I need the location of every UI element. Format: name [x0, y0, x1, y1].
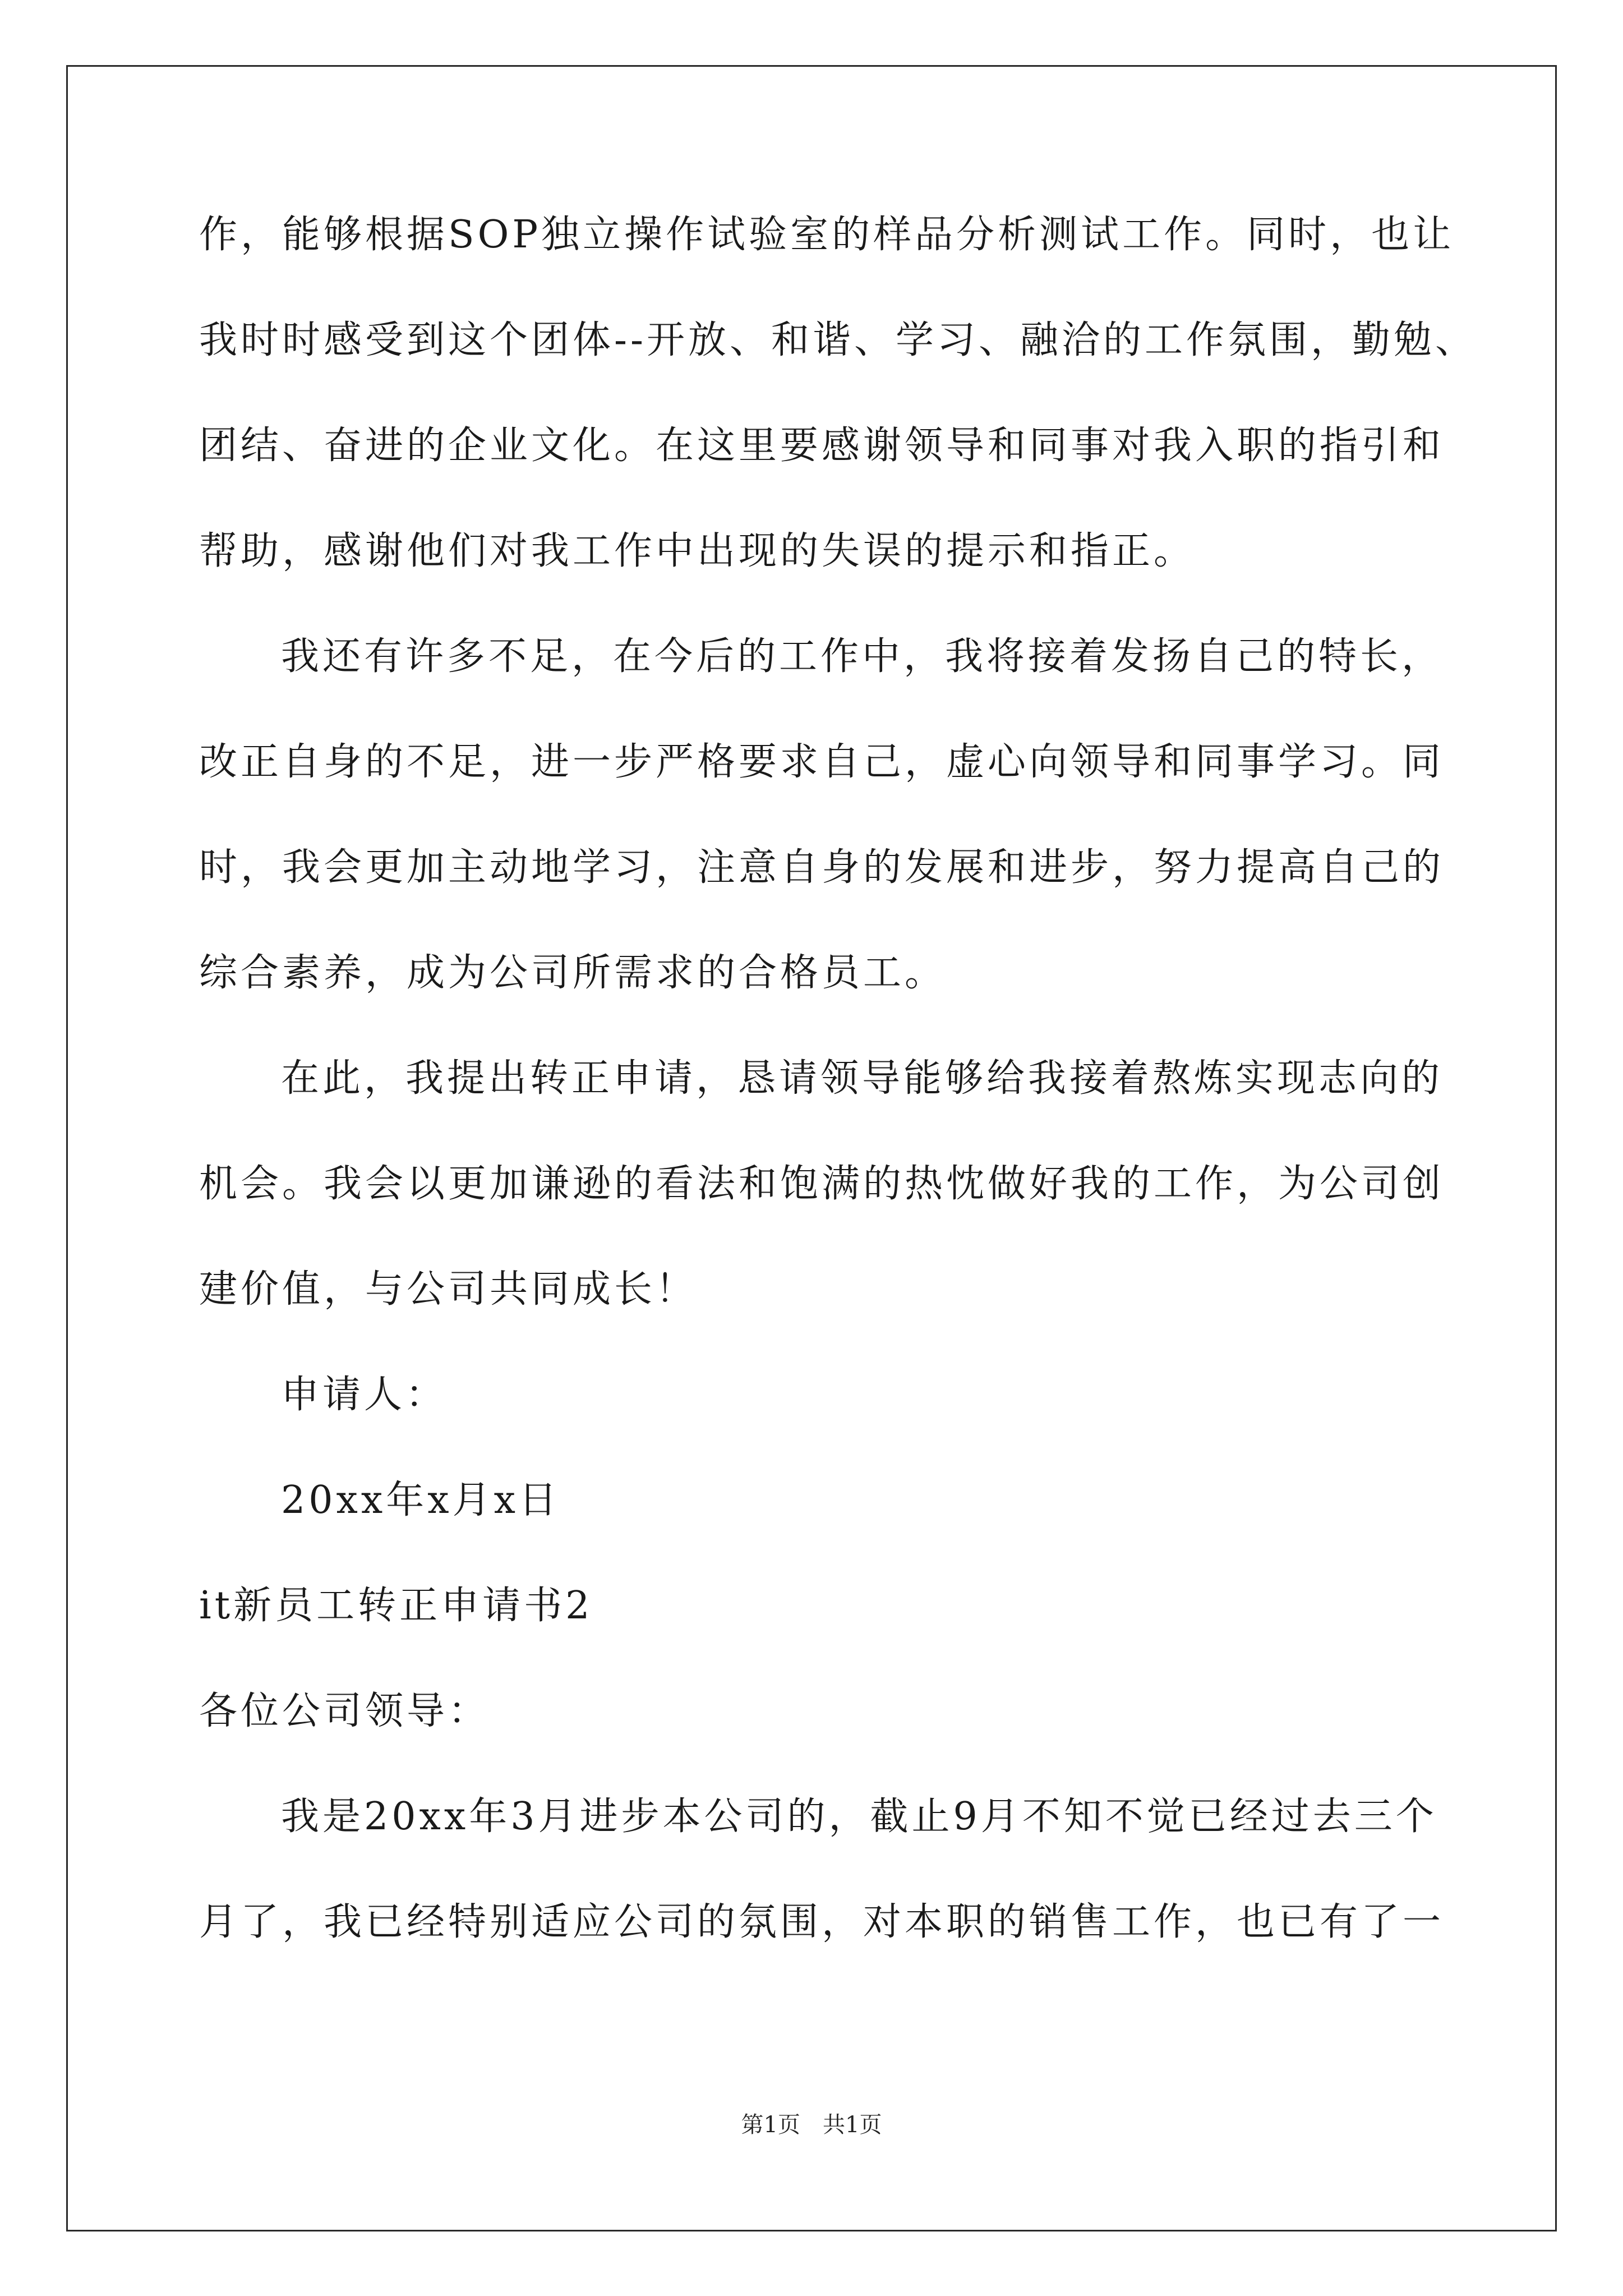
text-line: 我时时感受到这个团体--开放、和谐、学习、融洽的工作氛围，勤勉、: [199, 318, 1477, 362]
paragraph-start: 我是20xx年3月进步本公司的，截止9月不知不觉已经过去三个: [281, 1795, 1437, 1839]
section-title: it新员工转正申请书2: [199, 1584, 593, 1628]
page-number-current: 第1页: [741, 2112, 800, 2138]
text-line: 月了，我已经特别适应公司的氛围，对本职的销售工作，也已有了一: [199, 1900, 1445, 1944]
text-line: 团结、奋进的企业文化。在这里要感谢领导和同事对我入职的指引和: [199, 424, 1445, 468]
text-line: 机会。我会以更加谦逊的看法和饱满的热忱做好我的工作，为公司创: [199, 1162, 1445, 1206]
text-line: 时，我会更加主动地学习，注意自身的发展和进步，努力提高自己的: [199, 845, 1445, 890]
paragraph-start: 在此，我提出转正申请，恳请领导能够给我接着熬炼实现志向的: [281, 1056, 1444, 1101]
date-line: 20xx年x月x日: [281, 1478, 560, 1522]
salutation: 各位公司领导：: [199, 1689, 490, 1733]
paragraph-start: 我还有许多不足，在今后的工作中，我将接着发扬自己的特长，: [281, 634, 1444, 679]
text-line: 改正自身的不足，进一步严格要求自己，虚心向领导和同事学习。同: [199, 740, 1445, 784]
text-line: 作，能够根据SOP独立操作试验室的样品分析测试工作。同时，也让: [199, 213, 1455, 257]
text-line: 帮助，感谢他们对我工作中出现的失误的提示和指正。: [199, 529, 1196, 573]
page-number-total: 共1页: [823, 2112, 882, 2138]
applicant-label: 申请人：: [281, 1373, 448, 1417]
page-footer: [0, 2113, 1623, 2137]
text-line: 综合素养，成为公司所需求的合格员工。: [199, 951, 947, 995]
document-body: [199, 213, 1477, 1944]
text-line: 建价值，与公司共同成长！: [199, 1267, 698, 1312]
